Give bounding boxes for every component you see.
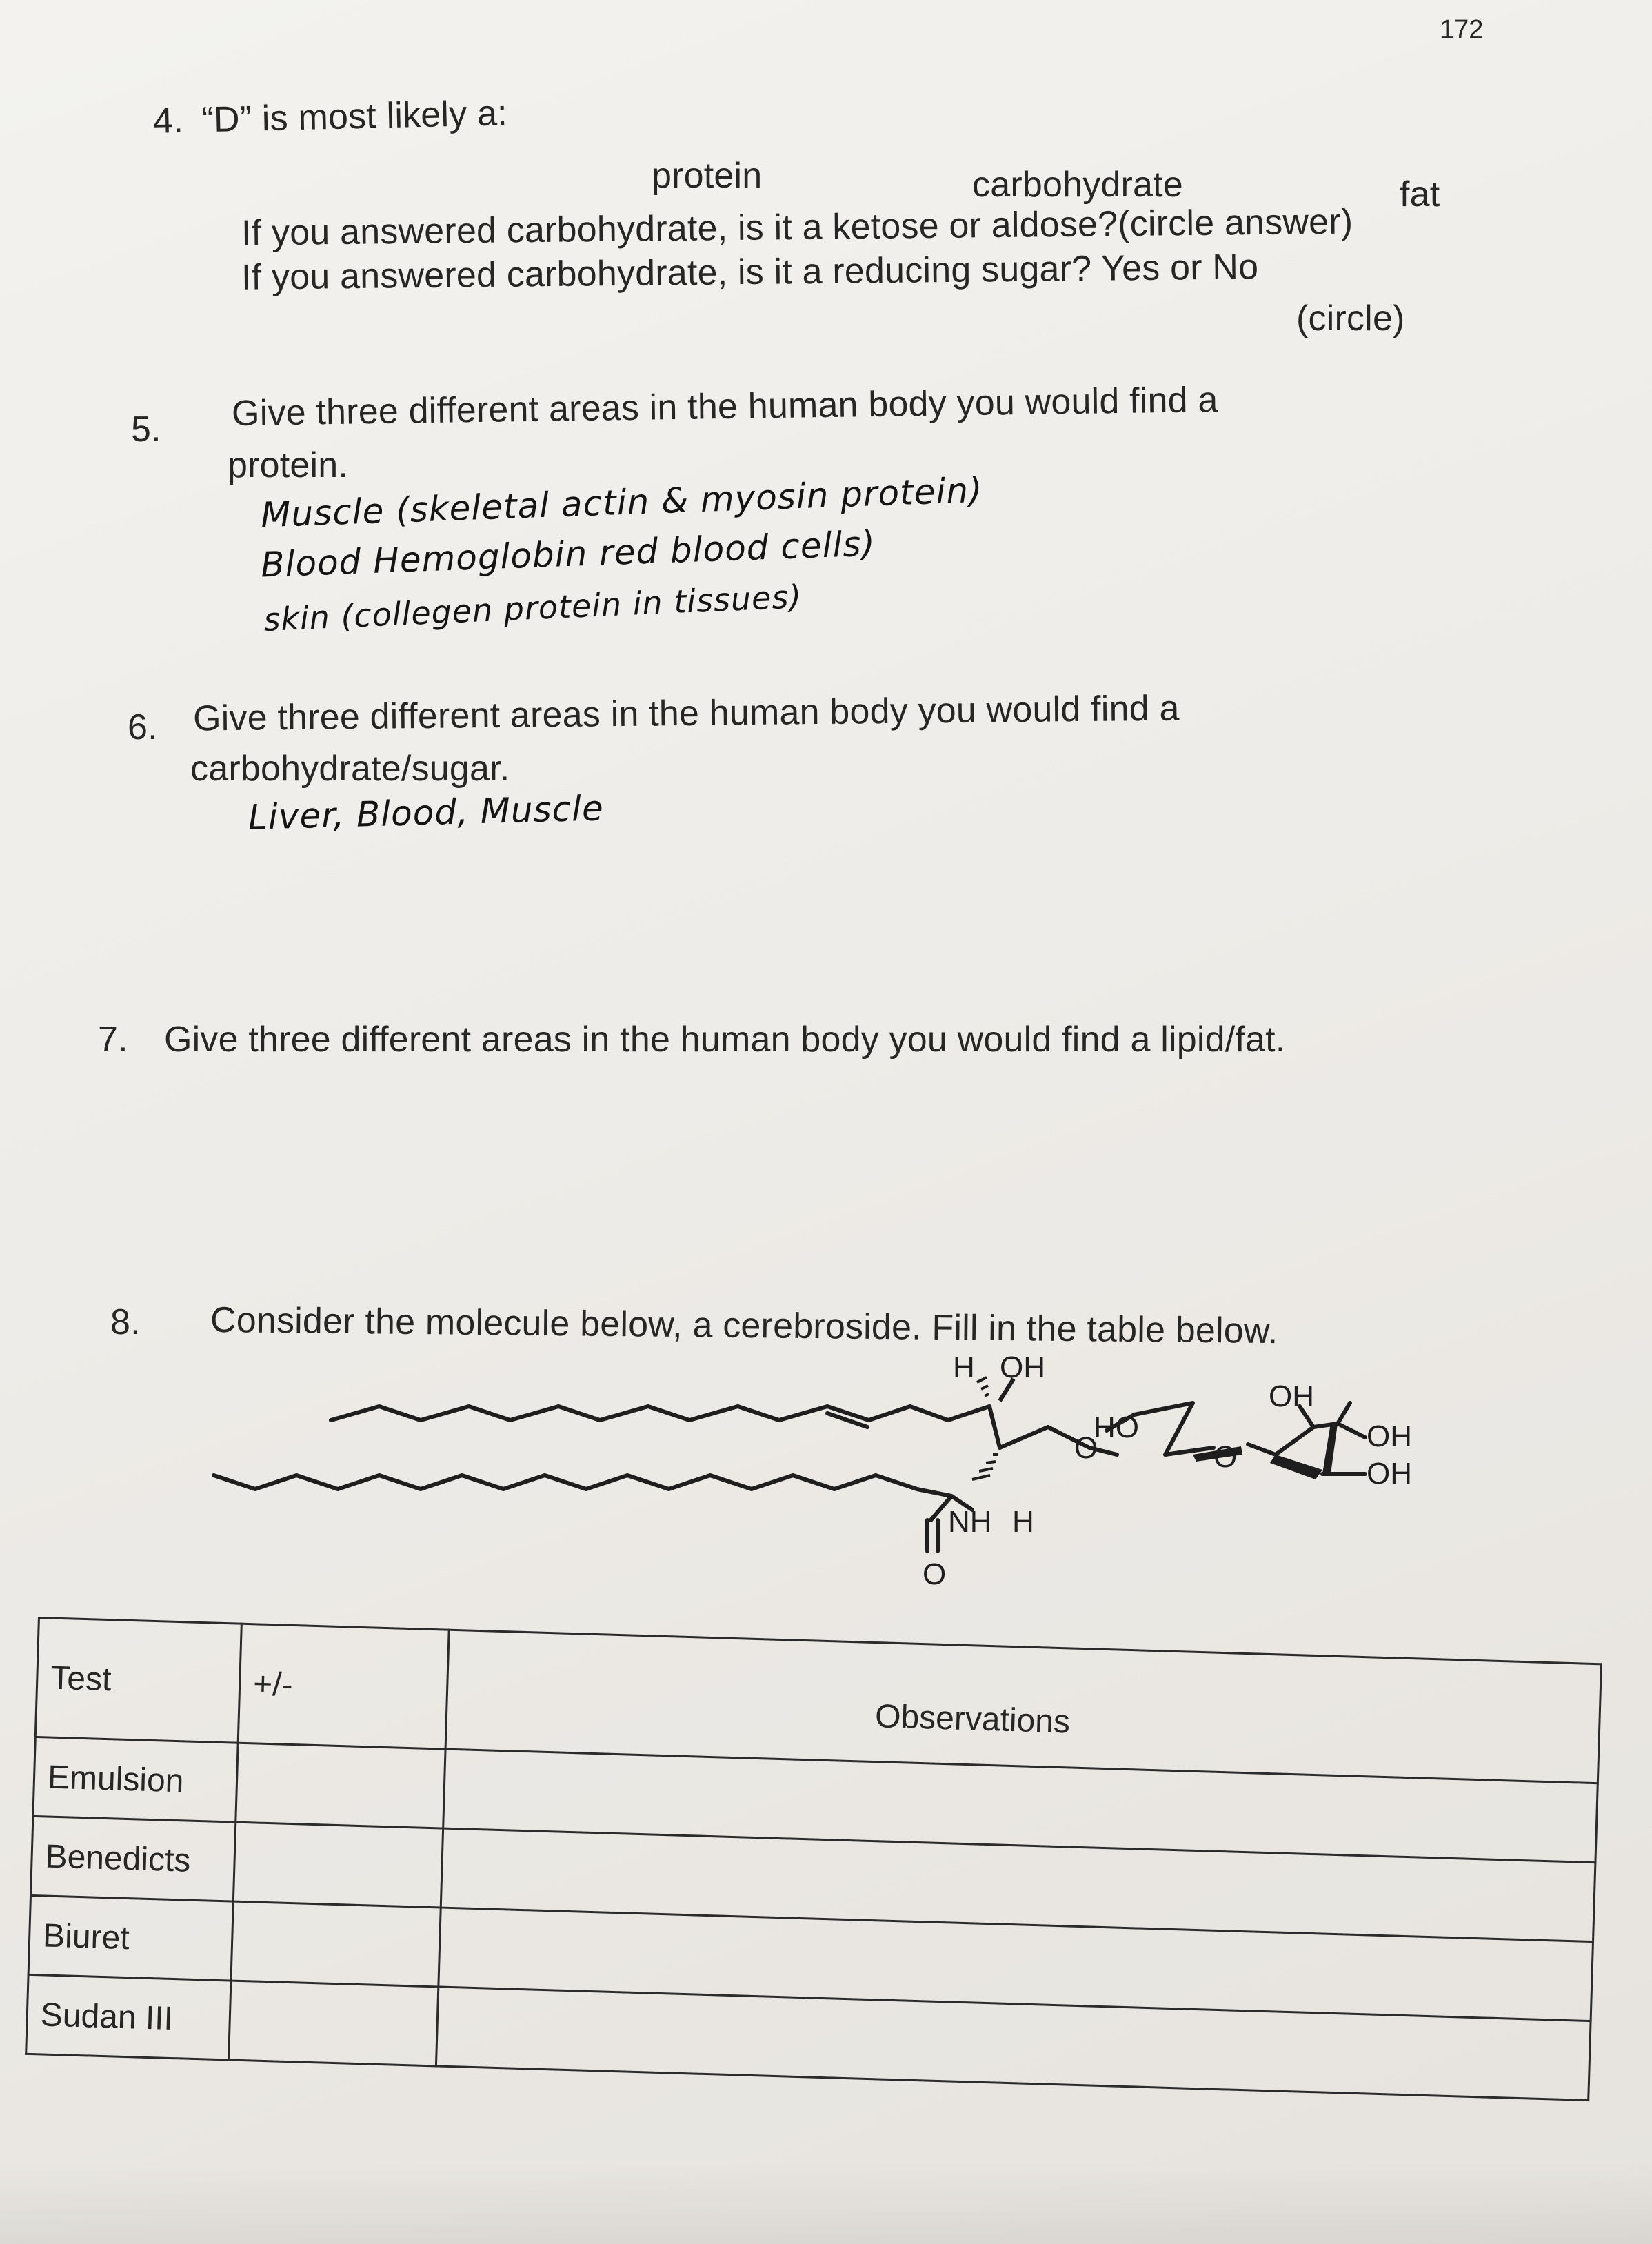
test-name-sudan-iii: Sudan III xyxy=(26,1974,231,2060)
q8-number: 8. xyxy=(110,1302,141,1342)
atom-h-top: H xyxy=(953,1351,975,1384)
atom-nh: NH xyxy=(948,1505,992,1539)
hashed-wedge-nh xyxy=(972,1455,998,1479)
q5-answer-3: skin (collegen protein in tissues) xyxy=(263,577,803,639)
fatty-acid-chain xyxy=(214,1475,951,1520)
result-cell-benedicts[interactable] xyxy=(233,1822,443,1908)
header-plus-minus: +/- xyxy=(238,1624,449,1749)
test-results-table-wrap xyxy=(21,1617,1602,2228)
q5-answer-1: Muscle (skeletal actin & myosin protein) xyxy=(260,469,984,536)
q4-option-protein[interactable]: protein xyxy=(652,156,763,196)
q6-question-line1: Give three different areas in the human body you would find a xyxy=(192,688,1180,739)
q4-followup-ketose-aldose: If you answered carbohydrate, is it a ketose or aldose?(circle answer) xyxy=(241,201,1353,254)
test-name-benedicts: Benedicts xyxy=(30,1816,235,1901)
test-results-table xyxy=(25,1617,1602,2101)
atom-ho: HO xyxy=(1094,1411,1139,1444)
header-observations: Observations xyxy=(445,1630,1601,1783)
q4-followup-reducing-sugar: If you answered carbohydrate, is it a reducing sugar? Yes or No xyxy=(241,247,1259,298)
sugar-ring-bond-2 xyxy=(1338,1403,1350,1424)
atom-oh-top: OH xyxy=(1000,1351,1045,1384)
q4-option-fat[interactable]: fat xyxy=(1400,174,1440,214)
trans-double-bond xyxy=(827,1413,867,1427)
result-cell-sudan-iii[interactable] xyxy=(229,1981,439,2066)
ring-wedge-2 xyxy=(1270,1455,1322,1479)
sugar-ring-front xyxy=(1248,1424,1338,1455)
sphingosine-chain xyxy=(331,1406,989,1420)
atom-o-ring: O xyxy=(1213,1440,1238,1474)
q5-number: 5. xyxy=(131,410,161,449)
q6-answer: Liver, Blood, Muscle xyxy=(248,788,605,838)
ring-wedge-3 xyxy=(1322,1423,1338,1474)
q4-question: “D” is most likely a: xyxy=(201,93,508,141)
atom-o-link: O xyxy=(1074,1431,1098,1465)
atom-oh-ring-top: OH xyxy=(1269,1379,1314,1413)
page-number: 172 xyxy=(1440,15,1484,44)
atom-oh-right-1: OH xyxy=(1367,1419,1412,1453)
atom-h-bottom: H xyxy=(1012,1505,1034,1539)
backbone-bond-1 xyxy=(989,1406,1000,1448)
q7-question: Give three different areas in the human body you would find a lipid/fat. xyxy=(164,1020,1286,1060)
q4-option-carbohydrate[interactable]: carbohydrate xyxy=(972,165,1183,205)
q4-circle-note: (circle) xyxy=(1296,299,1405,338)
test-name-biuret: Biuret xyxy=(28,1895,233,1981)
q5-question-line2: protein. xyxy=(228,445,349,485)
cerebroside-structure xyxy=(200,1351,1455,1613)
atom-o-carbonyl: O xyxy=(923,1557,947,1591)
header-test: Test xyxy=(35,1618,241,1743)
sugar-ring-back xyxy=(1134,1403,1213,1455)
hashed-wedge-top xyxy=(977,1377,989,1396)
backbone-bond-2 xyxy=(1000,1427,1048,1448)
result-cell-emulsion[interactable] xyxy=(236,1743,445,1828)
q7-number: 7. xyxy=(98,1020,128,1060)
q6-question-line2: carbohydrate/sugar. xyxy=(190,749,510,789)
q6-number: 6. xyxy=(128,707,158,747)
q5-question-line1: Give three different areas in the human body you would find a xyxy=(231,380,1218,434)
q8-question: Consider the molecule below, a cerebroside. Fill in the table below. xyxy=(210,1300,1278,1352)
sugar-oh-bond-1 xyxy=(1338,1424,1365,1437)
atom-oh-right-2: OH xyxy=(1367,1457,1412,1490)
result-cell-biuret[interactable] xyxy=(231,1901,441,1987)
test-name-emulsion: Emulsion xyxy=(33,1737,238,1822)
q5-answer-2: Blood Hemoglobin red blood cells) xyxy=(260,523,876,585)
q4-number: 4. xyxy=(152,100,184,141)
